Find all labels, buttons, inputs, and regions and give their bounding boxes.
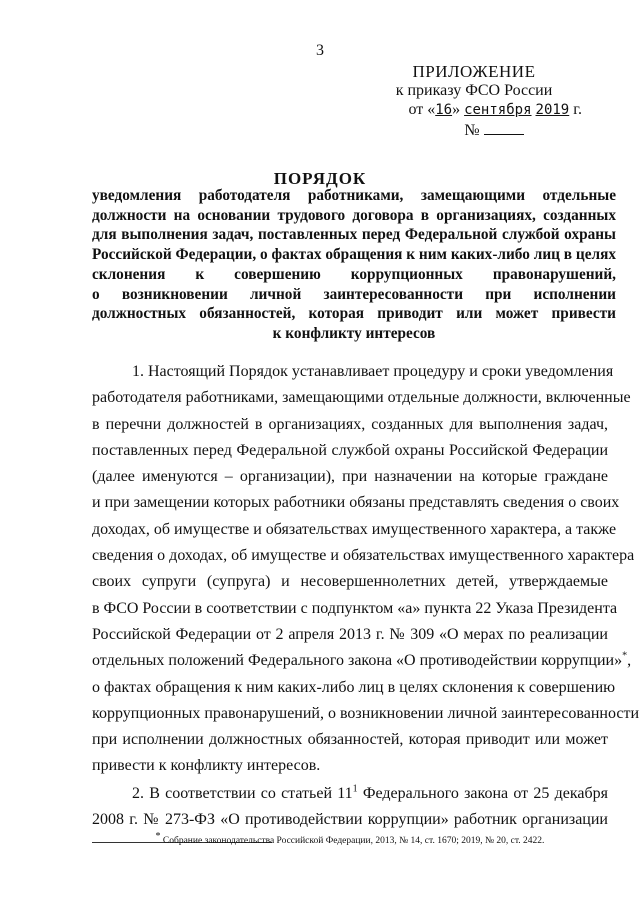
appendix-number — [364, 120, 584, 140]
article-superscript: 1 — [352, 783, 358, 795]
appendix-order: к приказу ФСО России — [395, 82, 553, 99]
document-body — [92, 359, 640, 833]
body-line-text: отдельных положений Федерального закона «О противодействии коррупции» — [92, 652, 623, 670]
paragraph-2-line-2: 2008 г. № 273-ФЗ «О противодействии коррупции» работник организации — [92, 811, 608, 829]
body-line: (далее именуются – организации), при назначении на которые граждане — [92, 468, 608, 486]
body-line: в перечни должностей в организациях, созданных для выполнения задач, — [92, 415, 608, 433]
body-line: 1. Настоящий Порядок устанавливает процедуру и сроки уведомления — [132, 363, 614, 380]
p2-start: 2. В соответствии со статьей 11 — [132, 784, 353, 802]
date-year-suffix: г. — [573, 101, 582, 118]
body-line: при исполнении должностных обязанностей, которая приводит или может — [92, 731, 608, 749]
page-number: 3 — [316, 42, 324, 59]
date-year: 2019 — [535, 102, 570, 118]
body-line: своих супруги (супруга) и несовершеннолетних детей, утверждаемые — [92, 573, 608, 591]
body-line-tail: , — [627, 652, 632, 670]
date-prefix: от « — [408, 101, 436, 118]
subtitle-line: к конфликту интересов — [272, 324, 436, 342]
subtitle-line: должности на основании трудового договора в организациях, созданных — [92, 206, 616, 224]
body-line: сведения о доходах, об имуществе и обязательствах имущественного характера — [92, 547, 635, 565]
p2-end: Федерального закона от 25 декабря — [357, 784, 608, 802]
date-mid: » — [452, 101, 461, 118]
date-month: сентября — [464, 102, 532, 118]
document-subtitle — [92, 186, 616, 344]
footnote-mark: * — [622, 650, 628, 662]
body-line: коррупционных правонарушений, о возникновении личной заинтересованности — [92, 704, 640, 722]
subtitle-line: Российской Федерации, о фактах обращения к ним каких-либо лиц в целях — [92, 246, 616, 264]
body-line: привести к конфликту интересов. — [92, 757, 321, 775]
body-line: о фактах обращения к ним каких-либо лиц в целях склонения к совершению — [92, 678, 616, 696]
subtitle-line: о возникновении личной заинтересованности при исполнении — [92, 285, 616, 303]
subtitle-line: уведомления работодателя работниками, замещающими отдельные — [92, 187, 616, 204]
document-title: ПОРЯДОК — [273, 169, 367, 188]
number-blank — [484, 120, 524, 135]
body-line: поставленных перед Федеральной службой охраны Российской Федерации — [92, 441, 608, 459]
footnote — [92, 830, 608, 846]
body-line-with-footnote — [92, 648, 632, 674]
appendix-date — [364, 100, 584, 120]
subtitle-line: для выполнения задач, поставленных перед Федеральной службой охраны — [92, 226, 616, 244]
date-day: 16 — [435, 102, 453, 118]
body-line: работодателя работниками, замещающими отдельные должности, включенные — [92, 389, 631, 407]
subtitle-line: должностных обязанностей, которая приводит или может привести — [92, 305, 616, 323]
appendix-title: ПРИЛОЖЕНИЕ — [412, 62, 536, 81]
paragraph-2-line-1 — [92, 781, 608, 807]
body-line: и при замещении которых работники обязаны представлять сведения о своих — [92, 494, 620, 512]
subtitle-line: склонения к совершению коррупционных правонарушений, — [92, 265, 616, 283]
appendix-block — [364, 62, 584, 140]
body-line: Российской Федерации от 2 апреля 2013 г. № 309 «О мерах по реализации — [92, 625, 608, 643]
footnote-mark: * — [155, 830, 161, 842]
number-label: № — [464, 122, 480, 139]
body-line: в ФСО России в соответствии с подпунктом «а» пункта 22 Указа Президента — [92, 599, 618, 617]
footnote-text: Собрание законодательства Российской Федерации, 2013, № 14, ст. 1670; 2019, № 20, ст. 2422. — [160, 836, 545, 846]
body-line: доходах, об имуществе и обязательствах имущественного характера, а также — [92, 520, 617, 538]
